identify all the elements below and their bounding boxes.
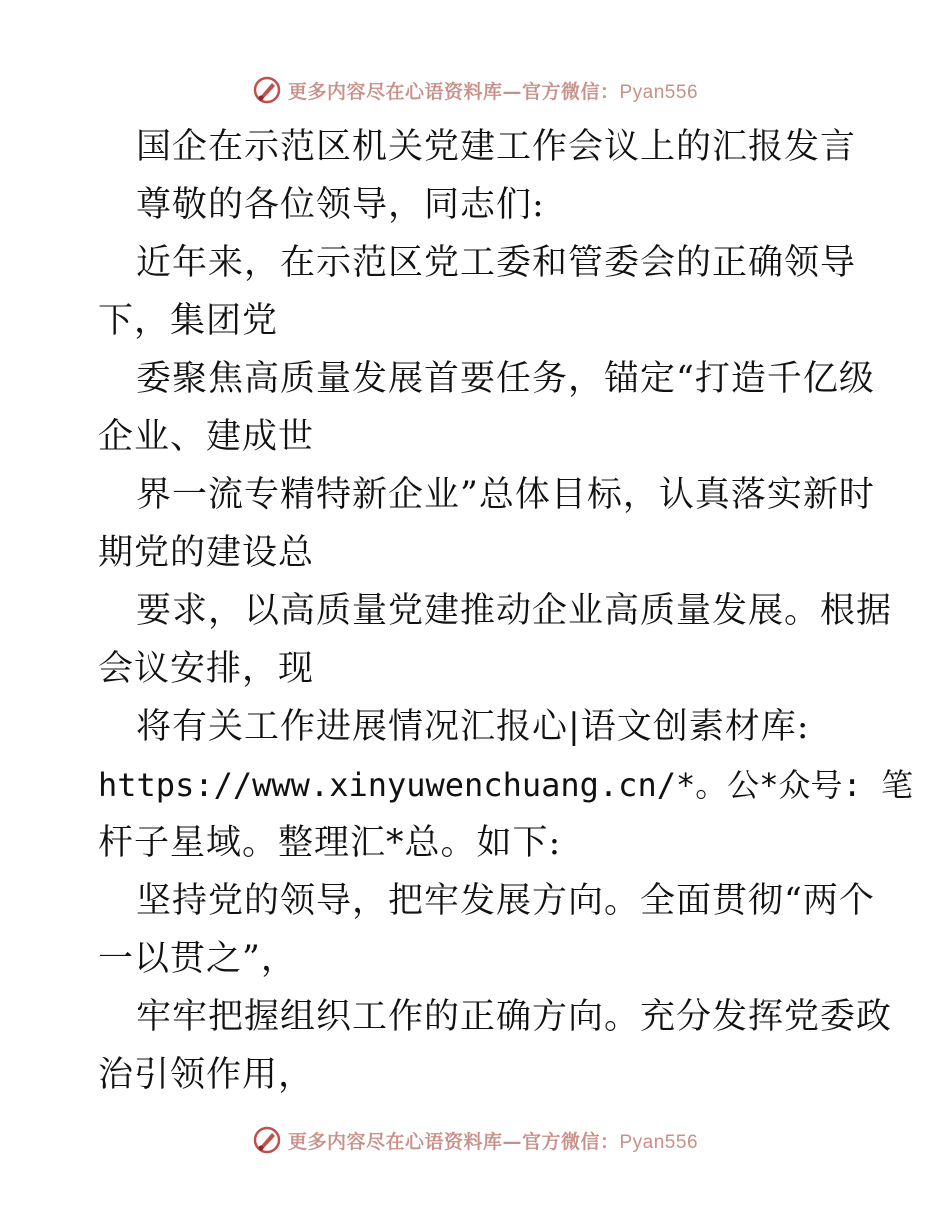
- document-body: [98, 118, 914, 1104]
- paragraph-line: 企业、建成世: [98, 417, 315, 457]
- paragraph-line: 下，集团党: [98, 301, 279, 341]
- header-banner-account: Pyan556: [619, 81, 699, 103]
- header-banner-label: 更多内容尽在心语资料库—官方微信：: [287, 80, 620, 103]
- paragraph-line: 牢牢把握组织工作的正确方向。充分发挥党委政: [136, 997, 893, 1037]
- footer-banner: [0, 1120, 950, 1160]
- footer-banner-account: Pyan556: [619, 1131, 699, 1153]
- paragraph-line: 委聚焦高质量发展首要任务，锚定“打造千亿级: [136, 359, 875, 399]
- header-banner: [0, 70, 950, 110]
- paragraph-line: 治引领作用，: [98, 1055, 315, 1095]
- brush-logo-icon: [252, 1125, 282, 1155]
- paragraph-line: 坚持党的领导，把牢发展方向。全面贯彻“两个: [136, 881, 875, 921]
- salutation: 尊敬的各位领导，同志们:: [136, 185, 545, 225]
- paragraph-line: 将有关工作进展情况汇报心|语文创素材库:: [136, 707, 810, 747]
- paragraph-line: 要求，以高质量党建推动企业高质量发展。根据: [136, 591, 893, 631]
- paragraph-line: 会议安排，现: [98, 649, 315, 689]
- paragraph-line-url: https://www.xinyuwenchuang.cn/*。公*众号: 笔: [98, 766, 914, 804]
- footer-banner-text: [288, 1127, 698, 1154]
- paragraph-line: 近年来，在示范区党工委和管委会的正确领导: [136, 243, 857, 283]
- paragraph-line: 期党的建设总: [98, 533, 315, 573]
- paragraph-line: 杆子星域。整理汇*总。如下:: [98, 823, 562, 863]
- document-title: 国企在示范区机关党建工作会议上的汇报发言: [136, 127, 857, 167]
- brush-logo-icon: [252, 75, 282, 105]
- header-banner-text: [288, 77, 698, 104]
- footer-banner-label: 更多内容尽在心语资料库—官方微信：: [287, 1130, 620, 1153]
- paragraph-line: 界一流专精特新企业”总体目标，认真落实新时: [136, 475, 875, 515]
- paragraph-line: 一以贯之”，: [98, 939, 297, 979]
